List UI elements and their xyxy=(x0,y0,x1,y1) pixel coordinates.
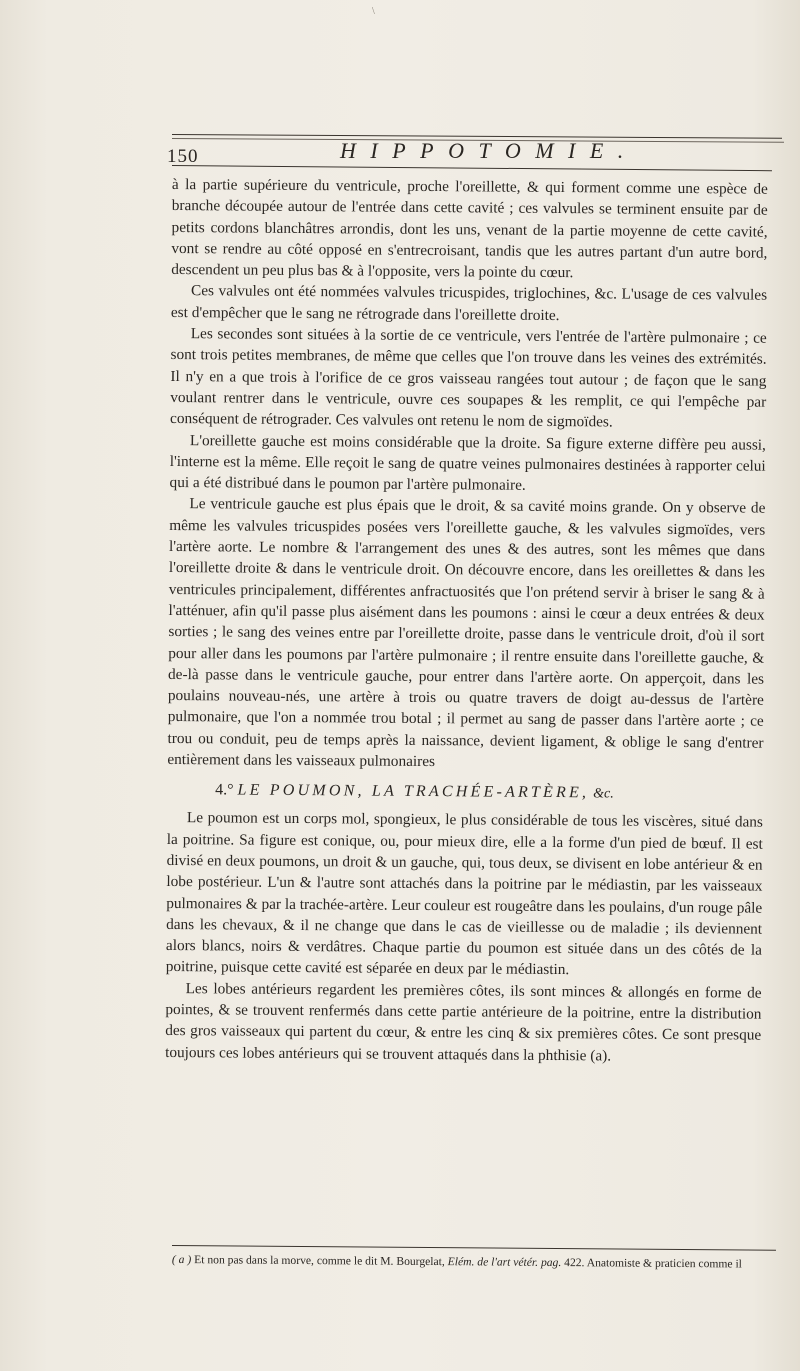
footnote-rule xyxy=(172,1245,776,1251)
footnote-text-after: Anatomiste & praticien comme il xyxy=(586,1256,742,1271)
paragraph: Le poumon est un corps mol, spongieux, le plus considérable de tous les viscères, situé dans la poitrine. Sa figure est conique, ou, pour mieux dire, elle a la forme d'un pied de bœuf. Il est divisé en deux poumons, un droit & un gauche, qui, tous deux, se divisent en lobe antérieur & en lobe postérieur. L'un & l'autre sont attachés dans la poitrine par le médiastin, par les vaisseaux pulmonaires & par la trachée-artère. Leur couleur est rougeâtre dans les poulains, d'un rouge pâle dans les chevaux, & il ne change que dans le cas de vieillesse ou de maladie ; ils deviennent alors blancs, noirs & verdâtres. Chaque partie du poumon est située dans un des côtés de la poitrine, puisque cette cavité est séparée en deux par le médiastin. xyxy=(165,809,763,979)
paragraph: Ces valvules ont été nommées valvules tricuspides, triglochines, &c. L'usage de ces valvules est d'empêcher que le sang ne rétrograde dans l'oreillette droite. xyxy=(170,282,768,324)
paragraph: Les lobes antérieurs regardent les premières côtes, ils sont minces & allongés en forme de pointes, & se trouvent renfermés dans cette partie antérieure de la poitrine, entre la distribution des gros vaisseaux qui partent du cœur, & entre les cinq & six premières côtes. Ce sont presque toujours ces lobes antérieurs qui se trouvent attaqués dans la phthisie (a). xyxy=(165,979,762,1065)
paragraph: à la partie supérieure du ventricule, proche l'oreillette, & qui forment comme une espèce de branche découpée autour de l'entrée dans cette cavité ; ces valvules se terminent ensuite par de petits cordons blanchâtres arrondis, dont les uns, venant de la partie moyenne de cette cavité, vont se rendre au côté opposé en s'entrecroisant, tandis que les autres partant d'un autre bord, descendent un peu plus bas & à l'opposite, vers la pointe du cœur. xyxy=(171,175,768,282)
paragraph: Les secondes sont situées à la sortie de ce ventricule, vers l'entrée de l'artère pulmonaire ; ce sont trois petites membranes, de même que celles que l'on trouve dans les veines des extrémités. Il n'y en a que trois à l'orifice de ce gros vaisseau rangées tout autour ; de façon que le sang voulant rentrer dans le ventricule, ouvre ces soupapes & les remplit, ce qui l'empêche par conséquent de rétrograder. Ces valvules ont retenu le nom de sigmoïdes. xyxy=(170,325,767,431)
footnote-marker: ( a ) xyxy=(171,1253,192,1267)
section-title: LE POUMON, LA TRACHÉE-ARTÈRE, xyxy=(237,781,590,802)
paragraph: Le ventricule gauche est plus épais que le droit, & sa cavité moins grande. On y observe de même les valvules tricuspides posées vers l'oreillette gauche, & les valvules sigmoïdes, vers l'artère aorte. Le nombre & l'arrangement des unes & des autres, sont les mêmes que dans l'oreillette droite & dans le ventricule droit. On découvre encore, dans les oreillettes & dans les ventricules principalement, différentes anfractuosités que l'on prétend servir à briser le sang & à l'atténuer, afin qu'il passe plus aisément dans les poumons : ainsi le cœur a deux entrées & deux sorties ; le sang des veines entre par l'oreillette droite, passe dans le ventricule droit, d'où il sort pour aller dans les poumons par l'artère pulmonaire ; il rentre ensuite dans l'oreillette gauche, & de-là passe dans le ventricule gauche, pour entrer dans l'artère aorte. On apperçoit, dans les poulains nouveau-nés, une artère à trois ou quatre travers de doigt au-dessus de l'artère pulmonaire, que l'on a nommée trou botal ; il permet au sang de passer dans l'artère aorte ; ce trou ou conduit, peu de temps après la naissance, devient ligament, & oblige le sang d'entrer entièrement dans les vaisseaux pulmonaires xyxy=(167,495,766,771)
running-head: HIPPOTOMIE. xyxy=(340,138,638,163)
paragraph: L'oreillette gauche est moins considérable que la droite. Sa figure externe diffère peu aussi, l'interne est la même. Elle reçoit le sang de quatre veines pulmonaires destinées à rapporter celui qui a été distribué dans le poumon par l'artère pulmonaire. xyxy=(169,431,766,494)
section-etc: &c. xyxy=(593,786,614,802)
section-number: 4.° xyxy=(215,781,234,799)
body-text xyxy=(165,174,768,1068)
section-heading xyxy=(167,778,763,808)
header-rule xyxy=(172,165,772,171)
footnote-source: Elém. de l'art vétér. pag. xyxy=(447,1255,562,1270)
footnote-page: 422. xyxy=(564,1256,585,1270)
footnote xyxy=(172,1253,782,1272)
corner-mark: \ xyxy=(372,6,375,17)
page-number: 150 xyxy=(167,146,199,167)
footnote-text: Et non pas dans la morve, comme le dit M. Bourgelat, xyxy=(194,1253,445,1269)
